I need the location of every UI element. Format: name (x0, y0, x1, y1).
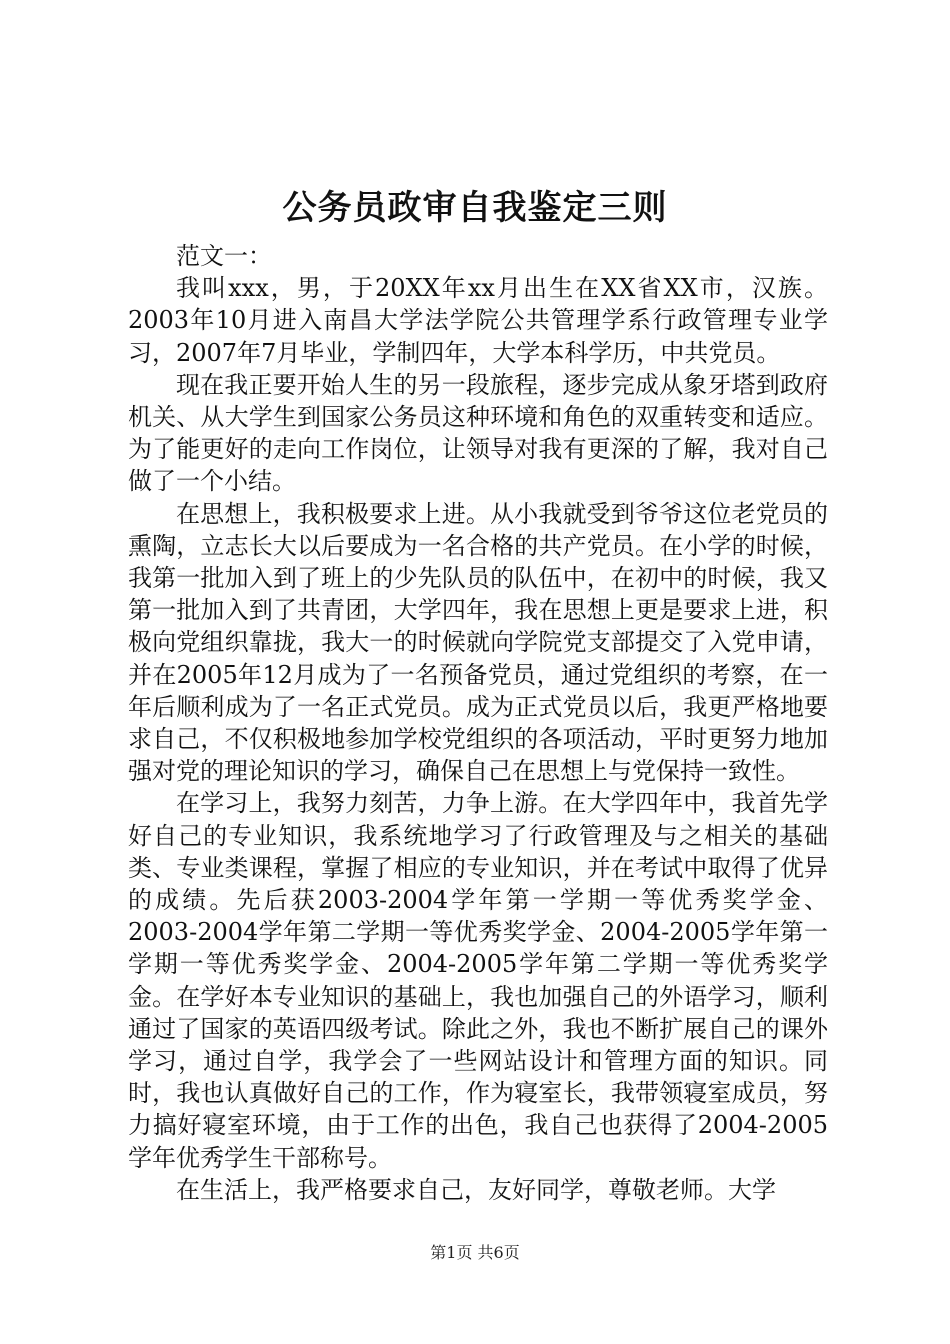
page-number-footer: 第1页 共6页 (430, 1243, 520, 1262)
paragraph-new-journey: 现在我正要开始人生的另一段旅程，逐步完成从象牙塔到政府机关、从大学生到国家公务员这种环境和角色的双重转变和适应。为了能更好的走向工作岗位，让领导对我有更深的了解，我对自己做了一个小结。 (128, 370, 828, 496)
paragraph-study: 在学习上，我努力刻苦，力争上游。在大学四年中，我首先学好自己的专业知识，我系统地学习了行政管理及与之相关的基础类、专业类课程，掌握了相应的专业知识，并在考试中取得了优异的成绩。先后获2003-2004学年第一学期一等优秀奖学金、2003-2004学年第二学期一等优秀奖学金、2004-2005学年第一学期一等优秀奖学金、2004-2005学年第二学期一等优秀奖学金。在学好本专业知识的基础上，我也加强自己的外语学习，顺利通过了国家的英语四级考试。除此之外，我也不断扩展自己的课外学习，通过自学，我学会了一些网站设计和管理方面的知识。同时，我也认真做好自己的工作，作为寝室长，我带领寝室成员，努力搞好寝室环境，由于工作的出色，我自己也获得了2004-2005学年优秀学生干部称号。 (128, 789, 828, 1172)
paragraph-ideology: 在思想上，我积极要求上进。从小我就受到爷爷这位老党员的熏陶，立志长大以后要成为一名合格的共产党员。在小学的时候，我第一批加入到了班上的少先队员的队伍中，在初中的时候，我又第一批加入到了共青团，大学四年，我在思想上更是要求上进，积极向党组织靠拢，我大一的时候就向学院党支部提交了入党申请，并在2005年12月成为了一名预备党员，通过党组织的考察，在一年后顺利成为了一名正式党员。成为正式党员以后，我更严格地要求自己，不仅积极地参加学校党组织的各项活动，平时更努力地加强对党的理论知识的学习，确保自己在思想上与党保持一致性。 (128, 499, 828, 786)
paragraph-life: 在生活上，我严格要求自己，友好同学，尊敬老师。大学 (176, 1175, 776, 1204)
section-label: 范文一： (176, 242, 272, 270)
document-title: 公务员政审自我鉴定三则 (282, 188, 668, 228)
paragraph-intro: 我叫xxx，男，于20XX年xx月出生在XX省XX市，汉族。2003年10月进入南昌大学法学院公共管理学系行政管理专业学习，2007年7月毕业，学制四年，大学本科学历，中共党员。 (128, 274, 828, 367)
document-body (128, 240, 828, 1206)
